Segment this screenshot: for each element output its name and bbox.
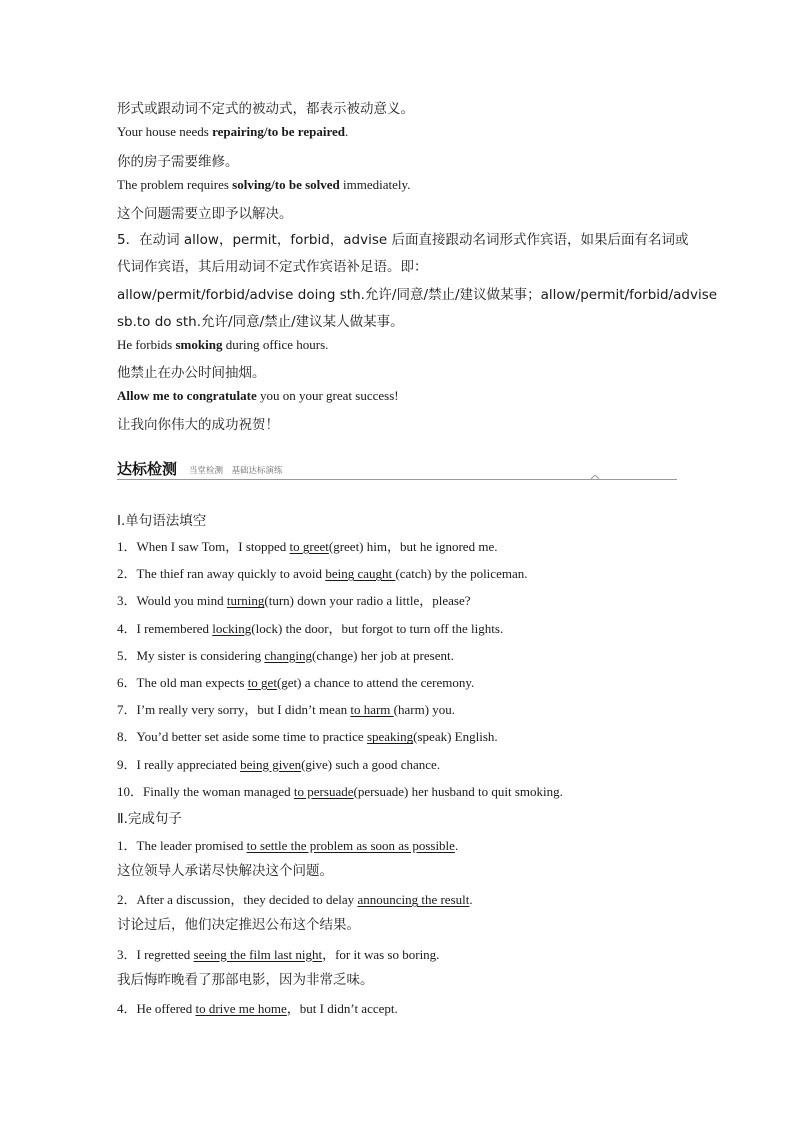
exercise-translation [117, 859, 333, 879]
item-text: (lock) the door，but forgot to turn off the lights. [251, 620, 504, 636]
item-text: (catch) by the policeman. [395, 566, 528, 582]
exercise-translation [117, 968, 374, 988]
rule-line [117, 228, 689, 248]
answer-blank: to settle the problem as soon as possible [246, 838, 455, 853]
example-text: . [345, 124, 349, 139]
answer-blank: locking [212, 620, 252, 636]
answer-blank: to persuade [293, 783, 354, 799]
divider-notch-icon [591, 475, 599, 480]
exercise-item [117, 563, 527, 582]
item-text: 1．When I saw Tom，I stopped [117, 539, 290, 554]
item-text: . [469, 892, 473, 908]
example-sentence [117, 177, 410, 193]
example-translation [117, 150, 239, 170]
answer-blank: changing [264, 647, 312, 663]
translation-text: 我后悔昨晚看了那部电影，因为非常乏味。 [117, 971, 374, 988]
exercise-item [117, 672, 474, 691]
section-subtitle: 当堂检测 基础达标演练 [189, 466, 283, 476]
intro-text: 形式或跟动词不定式的被动式，都表示被动意义。 [117, 101, 414, 117]
exercise-item [117, 726, 498, 745]
exercise-item [117, 889, 473, 908]
example-text: immediately. [339, 177, 411, 192]
answer-blank: being given [240, 756, 302, 772]
item-text: 6．The old man expects [117, 675, 248, 690]
item-text: ，but I didn’t accept. [286, 1000, 398, 1016]
item-text: (get) a chance to attend the ceremony. [276, 675, 475, 690]
example-bold: solving/to be solved [232, 177, 340, 192]
item-text: 10．Finally the woman managed [117, 783, 294, 799]
example-bold: smoking [175, 337, 223, 352]
rule-line [117, 255, 428, 275]
exercise-item [117, 618, 503, 637]
item-text: 8．You’d better set aside some time to practice [117, 729, 367, 745]
exercise-item [117, 998, 398, 1017]
answer-blank: to get [247, 675, 277, 690]
intro-line [117, 97, 414, 117]
example-sentence [117, 337, 328, 353]
item-text: 5．My sister is considering [117, 647, 265, 663]
example-translation [117, 361, 266, 381]
item-text: 3．Would you mind [117, 593, 227, 609]
exercise-item [117, 944, 439, 963]
answer-blank: to greet [289, 539, 329, 554]
answer-blank: being caught [325, 566, 396, 582]
translation-text: 这位领导人承诺尽快解决这个问题。 [117, 863, 333, 879]
item-text: (give) such a good chance. [301, 756, 441, 772]
item-text: . [454, 838, 459, 853]
item-text: (change) her job at present. [311, 647, 454, 663]
item-text: 9．I really appreciated [117, 756, 241, 772]
rule-line [117, 283, 717, 303]
rule-text: 5．在动词 allow，permit，forbid，advise 后面直接跟动名词形式作宾语，如果后面有名词或 [117, 232, 689, 248]
example-sentence [117, 388, 399, 404]
exercise-item [117, 781, 563, 800]
item-text: 1．The leader promised [117, 838, 247, 853]
part1-heading [117, 509, 206, 529]
answer-blank: to harm [350, 702, 394, 718]
section-title: 达标检测 [117, 460, 178, 478]
exercise-translation [117, 913, 360, 933]
item-text: 4．He offered [117, 1000, 196, 1016]
example-bold: Allow me to congratulate [117, 388, 257, 403]
item-text: 4．I remembered [117, 620, 213, 636]
example-text: during office hours. [222, 337, 329, 352]
exercise-item [117, 590, 471, 609]
rule-line [117, 310, 404, 330]
item-text: (greet) him，but he ignored me. [328, 539, 498, 554]
rule-text: sb.to do sth.允许/同意/禁止/建议某人做某事。 [117, 314, 404, 330]
translation-text: 讨论过后，他们决定推迟公布这个结果。 [117, 917, 360, 934]
example-text: you on your great success! [256, 388, 399, 403]
answer-blank: announcing the result [357, 892, 470, 908]
answer-blank: seeing the film last night [193, 946, 323, 962]
translation-text: 他禁止在办公时间抽烟。 [117, 365, 266, 381]
item-text: (speak) English. [413, 729, 498, 745]
example-text: He forbids [117, 337, 176, 352]
example-sentence [117, 124, 348, 140]
item-text: 3．I regretted [117, 946, 194, 962]
exercise-item [117, 536, 497, 555]
exercise-item [117, 835, 458, 854]
answer-blank: speaking [366, 729, 414, 745]
item-text: 2．The thief ran away quickly to avoid [117, 566, 326, 582]
answer-blank: to drive me home [195, 1000, 287, 1016]
item-text: 7．I’m really very sorry，but I didn’t mean [117, 702, 351, 718]
example-translation [117, 202, 293, 222]
part2-heading [117, 807, 182, 827]
item-text: 2．After a discussion，they decided to delay [117, 892, 358, 908]
section-header [117, 458, 677, 482]
example-translation [117, 413, 279, 433]
exercise-item [117, 754, 440, 773]
heading-text: Ⅰ.单句语法填空 [117, 513, 207, 529]
item-text: (harm) you. [393, 702, 456, 718]
exercise-item [117, 699, 455, 718]
item-text: ，for it was so boring. [322, 946, 440, 962]
example-text: Your house needs [117, 124, 213, 139]
example-text: The problem requires [117, 177, 233, 192]
example-bold: repairing/to be repaired [212, 124, 345, 139]
exercise-item [117, 645, 454, 664]
rule-text: allow/permit/forbid/advise doing sth.允许/同意/禁止/建议做某事；allow/permit/forbid/advise [117, 287, 718, 303]
item-text: (persuade) her husband to quit smoking. [353, 783, 563, 799]
translation-text: 你的房子需要维修。 [117, 154, 239, 170]
translation-text: 这个问题需要立即予以解决。 [117, 206, 293, 222]
rule-text: 代词作宾语，其后用动词不定式作宾语补足语。即： [117, 259, 428, 275]
item-text: (turn) down your radio a little，please? [264, 593, 471, 609]
answer-blank: turning [226, 593, 265, 609]
heading-text: Ⅱ.完成句子 [117, 811, 182, 827]
translation-text: 让我向你伟大的成功祝贺！ [117, 417, 279, 433]
